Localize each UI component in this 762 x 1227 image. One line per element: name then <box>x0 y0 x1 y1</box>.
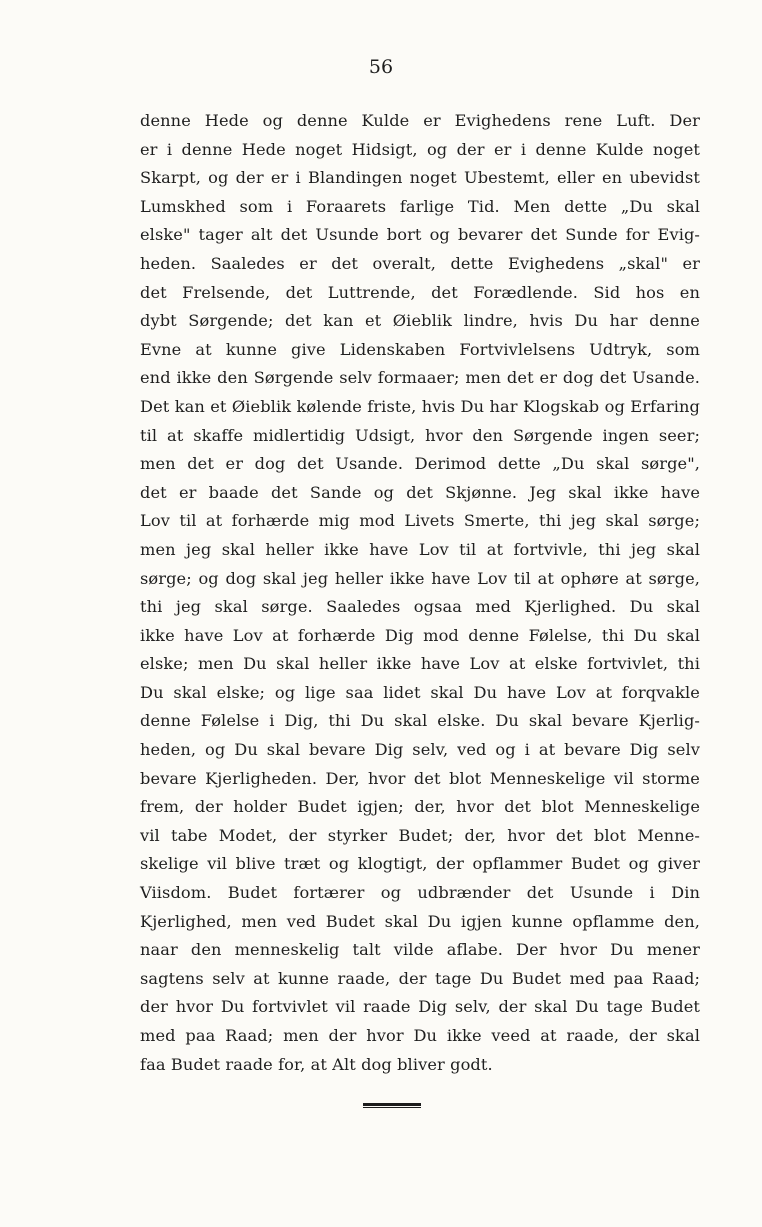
text-line: vil tabe Modet, der styrker Budet; der, hvor det blot Menne- <box>140 825 700 845</box>
text-line: men jeg skal heller ikke have Lov til at fortvivle, thi jeg skal <box>140 539 700 559</box>
text-line: frem, der holder Budet igjen; der, hvor det blot Menneskelige <box>140 797 700 817</box>
text-line: denne Følelse i Dig, thi Du skal elske. Du skal bevare Kjerlig- <box>140 711 700 731</box>
text-line: Lov til at forhærde mig mod Livets Smerte, thi jeg skal sørge; <box>140 511 700 531</box>
text-line: bevare Kjerligheden. Der, hvor det blot Menneskelige vil storme <box>140 768 700 788</box>
text-line: det Frelsende, det Luttrende, det Forædlende. Sid hos en <box>140 282 700 302</box>
text-line: heden, og Du skal bevare Dig selv, ved og i at bevare Dig selv <box>140 740 700 760</box>
body-text <box>140 107 700 1079</box>
text-line: sørge; og dog skal jeg heller ikke have Lov til at ophøre at sørge, <box>140 568 700 588</box>
text-line: denne Hede og denne Kulde er Evighedens rene Luft. Der <box>140 111 700 130</box>
text-line: Evne at kunne give Lidenskaben Fortvivlelsens Udtryk, som <box>140 339 700 359</box>
text-line: men det er dog det Usande. Derimod dette „Du skal sørge", <box>140 454 700 474</box>
text-line: Du skal elske; og lige saa lidet skal Du have Lov at forqvakle <box>140 682 700 702</box>
text-line: Lumskhed som i Foraarets farlige Tid. Men dette „Du skal <box>140 196 700 216</box>
text-line: Det kan et Øieblik kølende friste, hvis Du har Klogskab og Erfaring <box>140 396 700 416</box>
text-line: til at skaffe midlertidig Udsigt, hvor den Sørgende ingen seer; <box>140 425 700 445</box>
text-line: thi jeg skal sørge. Saaledes ogsaa med Kjerlighed. Du skal <box>140 597 700 617</box>
text-line: er i denne Hede noget Hidsigt, og der er i denne Kulde noget <box>140 139 700 159</box>
text-line: elske; men Du skal heller ikke have Lov at elske fortvivlet, thi <box>140 654 700 674</box>
text-line: der hvor Du fortvivlet vil raade Dig selv, der skal Du tage Budet <box>140 997 700 1017</box>
text-line: heden. Saaledes er det overalt, dette Evighedens „skal" er <box>140 253 700 273</box>
section-end-rule <box>363 1103 421 1108</box>
text-line: sagtens selv at kunne raade, der tage Du Budet med paa Raad; <box>140 968 700 988</box>
text-line: Kjerlighed, men ved Budet skal Du igjen kunne opflamme den, <box>140 911 700 931</box>
text-line-last: faa Budet raade for, at Alt dog bliver godt. <box>140 1054 493 1074</box>
page-number: 56 <box>368 56 394 78</box>
text-line: dybt Sørgende; det kan et Øieblik lindre, hvis Du har denne <box>140 311 700 331</box>
text-line: det er baade det Sande og det Skjønne. Jeg skal ikke have <box>140 482 700 502</box>
text-line: Skarpt, og der er i Blandingen noget Ubestemt, eller en ubevidst <box>140 168 700 188</box>
text-line: skelige vil blive træt og klogtigt, der opflammer Budet og giver <box>140 854 700 874</box>
text-line: naar den menneskelig talt vilde aflabe. Der hvor Du mener <box>140 940 700 960</box>
text-line: elske" tager alt det Usunde bort og bevarer det Sunde for Evig- <box>140 225 700 245</box>
text-line: end ikke den Sørgende selv formaaer; men det er dog det Usande. <box>140 368 700 388</box>
text-line: med paa Raad; men der hvor Du ikke veed at raade, der skal <box>140 1026 700 1045</box>
text-line: ikke have Lov at forhærde Dig mod denne Følelse, thi Du skal <box>140 625 700 645</box>
text-line: Viisdom. Budet fortærer og udbrænder det Usunde i Din <box>140 883 700 903</box>
